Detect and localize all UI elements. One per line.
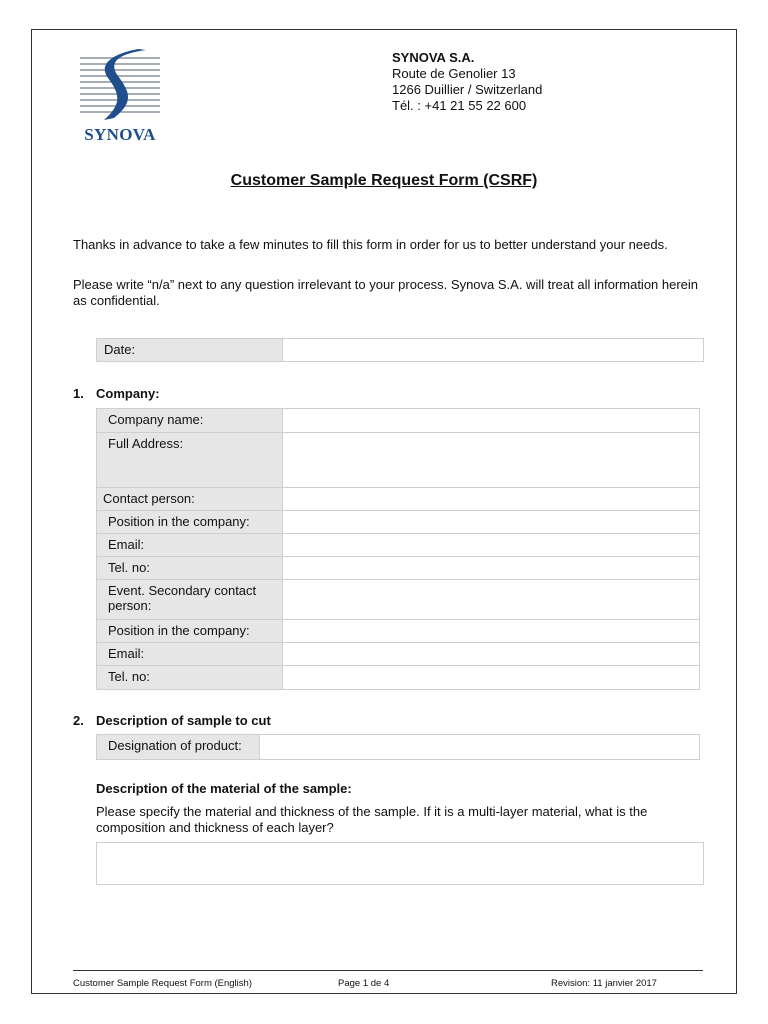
date-label: Date:	[97, 339, 283, 362]
email-field[interactable]	[283, 534, 700, 557]
tel-label: Tel. no:	[97, 557, 283, 580]
designation-field[interactable]	[260, 735, 700, 760]
secondary-contact-label: Event. Secondary contact person:	[97, 580, 283, 620]
secondary-contact-field[interactable]	[283, 580, 700, 620]
form-title: Customer Sample Request Form (CSRF)	[230, 172, 538, 189]
date-table	[96, 338, 704, 362]
position-label: Position in the company:	[97, 511, 283, 534]
designation-table	[96, 734, 700, 760]
position-field[interactable]	[283, 511, 700, 534]
section-2-number: 2.	[73, 713, 84, 728]
phone-number: Tél. : +41 21 55 22 600	[392, 98, 527, 113]
address-line-1: Route de Genolier 13	[392, 66, 516, 81]
material-description-field[interactable]	[96, 842, 704, 885]
full-address-label: Full Address:	[97, 433, 283, 488]
address-line-2: 1266 Duillier / Switzerland	[392, 82, 543, 97]
company-address-block	[392, 50, 542, 114]
section-1-heading	[73, 386, 160, 401]
designation-label: Designation of product:	[97, 735, 260, 760]
section-2-title: Description of sample to cut	[96, 713, 271, 728]
secondary-email-label: Email:	[97, 643, 283, 666]
company-name: SYNOVA S.A.	[392, 50, 475, 65]
company-name-field[interactable]	[283, 409, 700, 433]
footer-page-number: Page 1 de 4	[338, 978, 390, 989]
intro-note: Please write “n/a” next to any question irrelevant to your process. Synova S.A. will treat all information herein as confidential.	[73, 277, 699, 308]
tel-field[interactable]	[283, 557, 700, 580]
material-instruction: Please specify the material and thickness of the sample. If it is a multi-layer material, what is the composition and thickness of each layer?	[96, 804, 648, 835]
secondary-position-label: Position in the company:	[97, 620, 283, 643]
logo-text: SYNOVA	[84, 125, 156, 144]
email-label: Email:	[97, 534, 283, 557]
secondary-tel-label: Tel. no:	[97, 666, 283, 690]
material-heading: Description of the material of the sample:	[96, 781, 352, 796]
section-1-title: Company:	[96, 386, 160, 401]
secondary-tel-field[interactable]	[283, 666, 700, 690]
secondary-email-field[interactable]	[283, 643, 700, 666]
contact-person-label: Contact person:	[97, 488, 283, 511]
footer-doc-name: Customer Sample Request Form (English)	[73, 978, 252, 989]
company-name-label: Company name:	[97, 409, 283, 433]
secondary-position-field[interactable]	[283, 620, 700, 643]
footer-revision: Revision: 11 janvier 2017	[551, 978, 657, 989]
footer-divider	[73, 970, 703, 971]
company-table	[96, 408, 700, 690]
date-field[interactable]	[283, 339, 704, 362]
intro-thanks: Thanks in advance to take a few minutes to fill this form in order for us to better understand your needs.	[73, 237, 668, 252]
section-1-number: 1.	[73, 386, 84, 401]
full-address-field[interactable]	[283, 433, 700, 488]
section-2-heading	[73, 713, 271, 728]
contact-person-field[interactable]	[283, 488, 700, 511]
